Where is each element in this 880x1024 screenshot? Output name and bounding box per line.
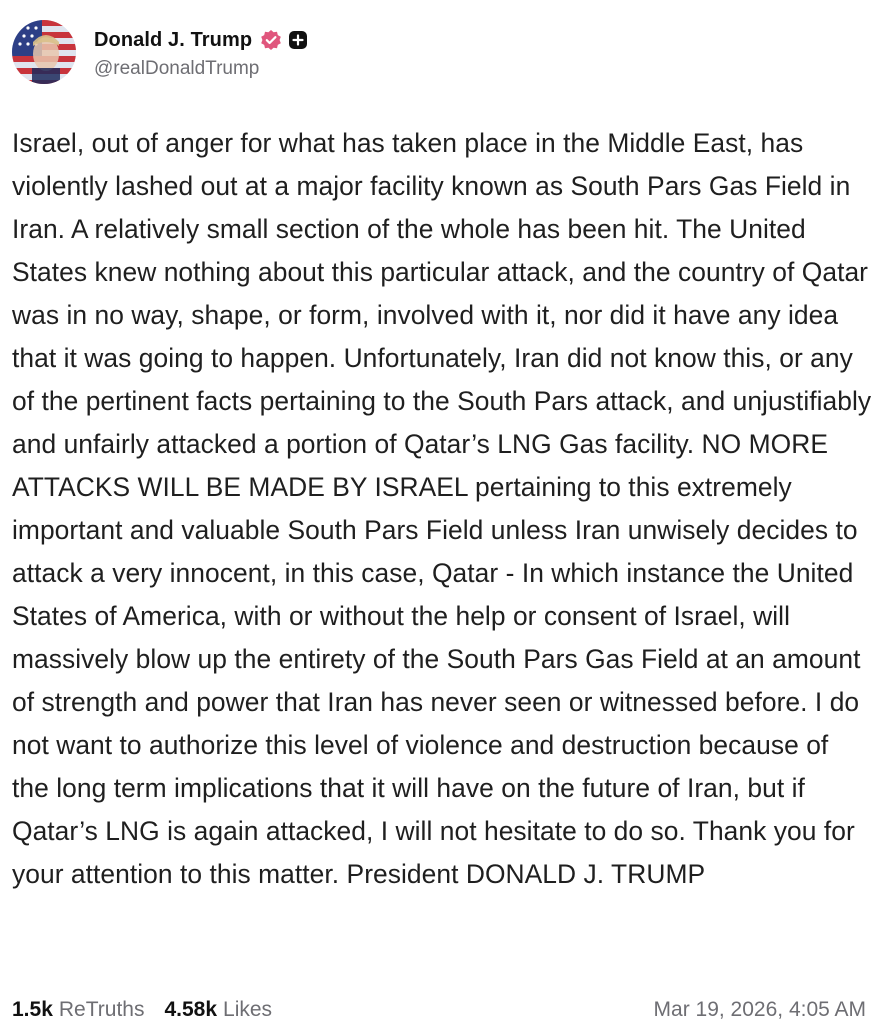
post-body (12, 122, 872, 896)
likes-stat[interactable] (164, 998, 272, 1022)
retruths-stat[interactable] (12, 998, 144, 1022)
author-display-name[interactable]: Donald J. Trump (94, 28, 253, 51)
likes-count: 4.58k (164, 998, 218, 1021)
verified-badge-icon (260, 29, 282, 51)
post-text: Israel, out of anger for what has taken place in the Middle East, has violently lashed out at a major facility known as South Pars Gas Field in Iran. A relatively small section of the whole has been hit. The United States knew nothing about this particular attack, and the country of Qatar was in no way, shape, or form, involved with it, nor did it have any idea that it was going to happen. Unfortunately, Iran did not know this, or any of the pertinent facts pertaining to the South Pars attack, and unjustifiably and unfairly attacked a portion of Qatar’s LNG Gas facility. NO MORE ATTACKS WILL BE MADE BY ISRAEL pertaining to this extremely important and valuable South Pars Field unless Iran unwisely decides to attack a very innocent, in this case, Qatar - In which instance the United States of America, with or without the help or consent of Israel, will massively blow up the entirety of the South Pars Gas Field at an amount of strength and power that Iran has never seen or witnessed before. I do not want to authorize this level of violence and destruction because of the long term implications that it will have on the future of Iran, but if Qatar’s LNG is again attacked, I will not hesitate to do so. Thank you for your attention to this matter. President DONALD J. TRUMP (12, 128, 872, 889)
retruths-label: ReTruths (58, 998, 145, 1021)
author-identity (94, 24, 308, 80)
name-row (94, 24, 308, 56)
plus-box-icon[interactable] (288, 30, 308, 50)
post-header (12, 18, 308, 86)
avatar-flag-icon (12, 20, 76, 84)
author-handle[interactable]: @realDonaldTrump (94, 58, 260, 79)
post-footer (12, 996, 866, 1024)
retruths-count: 1.5k (12, 998, 53, 1021)
post-timestamp[interactable]: Mar 19, 2026, 4:05 AM (653, 998, 866, 1021)
avatar[interactable] (12, 20, 76, 84)
likes-label: Likes (223, 998, 273, 1021)
